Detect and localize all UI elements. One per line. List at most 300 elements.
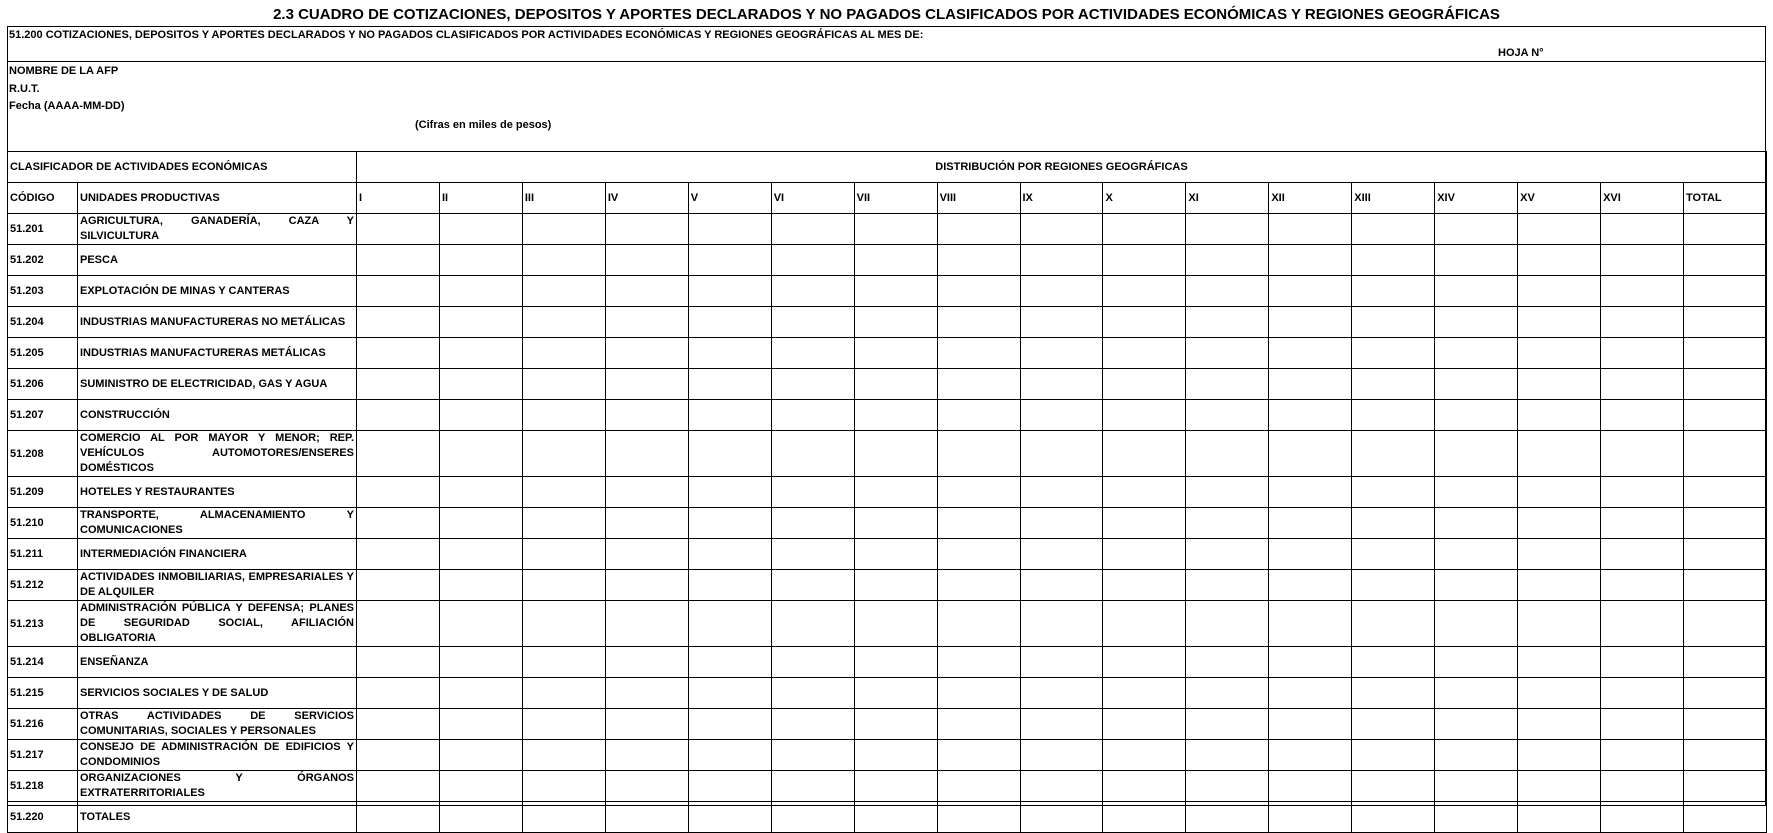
value-cell[interactable] <box>439 214 522 245</box>
value-cell[interactable] <box>771 709 854 740</box>
value-cell[interactable] <box>1435 740 1518 771</box>
value-cell[interactable] <box>605 369 688 400</box>
value-cell[interactable] <box>1269 709 1352 740</box>
value-cell[interactable] <box>1269 508 1352 539</box>
value-cell[interactable] <box>439 771 522 802</box>
value-cell[interactable] <box>937 477 1020 508</box>
value-cell[interactable] <box>1601 245 1684 276</box>
value-cell[interactable] <box>605 400 688 431</box>
value-cell[interactable] <box>1518 276 1601 307</box>
value-cell[interactable] <box>854 678 937 709</box>
value-cell[interactable] <box>1601 539 1684 570</box>
value-cell[interactable] <box>1435 431 1518 477</box>
value-cell[interactable] <box>1601 647 1684 678</box>
value-cell[interactable] <box>771 307 854 338</box>
value-cell[interactable] <box>937 400 1020 431</box>
value-cell[interactable] <box>1352 276 1435 307</box>
value-cell[interactable] <box>1435 477 1518 508</box>
value-cell[interactable] <box>1269 771 1352 802</box>
value-cell[interactable] <box>1020 338 1103 369</box>
value-cell[interactable] <box>357 276 440 307</box>
value-cell[interactable] <box>522 431 605 477</box>
value-cell[interactable] <box>1020 539 1103 570</box>
value-cell[interactable] <box>1269 431 1352 477</box>
value-cell[interactable] <box>357 647 440 678</box>
value-cell[interactable] <box>854 369 937 400</box>
value-cell[interactable] <box>1352 400 1435 431</box>
value-cell[interactable] <box>688 477 771 508</box>
value-cell[interactable] <box>605 601 688 647</box>
value-cell[interactable] <box>357 245 440 276</box>
value-cell[interactable] <box>1518 307 1601 338</box>
value-cell[interactable] <box>1518 214 1601 245</box>
value-cell[interactable] <box>522 539 605 570</box>
value-cell[interactable] <box>1435 214 1518 245</box>
value-cell[interactable] <box>1186 276 1269 307</box>
value-cell[interactable] <box>937 369 1020 400</box>
value-cell[interactable] <box>1684 601 1767 647</box>
value-cell[interactable] <box>1684 740 1767 771</box>
value-cell[interactable] <box>605 214 688 245</box>
value-cell[interactable] <box>605 508 688 539</box>
value-cell[interactable] <box>1186 678 1269 709</box>
value-cell[interactable] <box>937 307 1020 338</box>
value-cell[interactable] <box>439 307 522 338</box>
value-cell[interactable] <box>854 539 937 570</box>
value-cell[interactable] <box>1684 802 1767 833</box>
value-cell[interactable] <box>1601 802 1684 833</box>
value-cell[interactable] <box>1352 307 1435 338</box>
value-cell[interactable] <box>854 508 937 539</box>
value-cell[interactable] <box>1518 539 1601 570</box>
value-cell[interactable] <box>1435 369 1518 400</box>
value-cell[interactable] <box>439 276 522 307</box>
value-cell[interactable] <box>357 740 440 771</box>
value-cell[interactable] <box>357 214 440 245</box>
value-cell[interactable] <box>522 678 605 709</box>
value-cell[interactable] <box>1186 431 1269 477</box>
value-cell[interactable] <box>439 245 522 276</box>
value-cell[interactable] <box>1601 601 1684 647</box>
value-cell[interactable] <box>1684 245 1767 276</box>
value-cell[interactable] <box>1435 771 1518 802</box>
value-cell[interactable] <box>937 771 1020 802</box>
value-cell[interactable] <box>1518 570 1601 601</box>
value-cell[interactable] <box>605 276 688 307</box>
value-cell[interactable] <box>771 338 854 369</box>
value-cell[interactable] <box>1352 245 1435 276</box>
value-cell[interactable] <box>1684 214 1767 245</box>
value-cell[interactable] <box>1020 802 1103 833</box>
value-cell[interactable] <box>1601 338 1684 369</box>
value-cell[interactable] <box>1103 771 1186 802</box>
value-cell[interactable] <box>522 245 605 276</box>
value-cell[interactable] <box>1435 647 1518 678</box>
value-cell[interactable] <box>1518 678 1601 709</box>
value-cell[interactable] <box>1684 570 1767 601</box>
value-cell[interactable] <box>522 740 605 771</box>
value-cell[interactable] <box>1684 508 1767 539</box>
value-cell[interactable] <box>937 508 1020 539</box>
value-cell[interactable] <box>1435 709 1518 740</box>
value-cell[interactable] <box>688 740 771 771</box>
value-cell[interactable] <box>854 601 937 647</box>
value-cell[interactable] <box>1435 245 1518 276</box>
value-cell[interactable] <box>357 678 440 709</box>
value-cell[interactable] <box>522 276 605 307</box>
value-cell[interactable] <box>937 601 1020 647</box>
value-cell[interactable] <box>357 369 440 400</box>
value-cell[interactable] <box>1684 307 1767 338</box>
value-cell[interactable] <box>1103 709 1186 740</box>
value-cell[interactable] <box>1435 802 1518 833</box>
value-cell[interactable] <box>1684 338 1767 369</box>
value-cell[interactable] <box>1269 570 1352 601</box>
value-cell[interactable] <box>937 802 1020 833</box>
value-cell[interactable] <box>1601 307 1684 338</box>
value-cell[interactable] <box>1186 647 1269 678</box>
value-cell[interactable] <box>1518 508 1601 539</box>
value-cell[interactable] <box>1269 740 1352 771</box>
value-cell[interactable] <box>1684 369 1767 400</box>
value-cell[interactable] <box>854 214 937 245</box>
value-cell[interactable] <box>1518 771 1601 802</box>
value-cell[interactable] <box>1518 740 1601 771</box>
value-cell[interactable] <box>1352 570 1435 601</box>
value-cell[interactable] <box>1518 802 1601 833</box>
value-cell[interactable] <box>688 570 771 601</box>
value-cell[interactable] <box>1435 570 1518 601</box>
value-cell[interactable] <box>1103 802 1186 833</box>
value-cell[interactable] <box>937 245 1020 276</box>
value-cell[interactable] <box>1103 477 1186 508</box>
value-cell[interactable] <box>771 647 854 678</box>
value-cell[interactable] <box>854 338 937 369</box>
value-cell[interactable] <box>1684 276 1767 307</box>
value-cell[interactable] <box>357 802 440 833</box>
value-cell[interactable] <box>1601 740 1684 771</box>
value-cell[interactable] <box>937 431 1020 477</box>
value-cell[interactable] <box>1186 369 1269 400</box>
value-cell[interactable] <box>439 570 522 601</box>
value-cell[interactable] <box>1435 276 1518 307</box>
value-cell[interactable] <box>1352 214 1435 245</box>
value-cell[interactable] <box>854 709 937 740</box>
value-cell[interactable] <box>1186 508 1269 539</box>
value-cell[interactable] <box>1269 214 1352 245</box>
value-cell[interactable] <box>1518 338 1601 369</box>
value-cell[interactable] <box>1103 276 1186 307</box>
value-cell[interactable] <box>688 539 771 570</box>
value-cell[interactable] <box>1103 245 1186 276</box>
value-cell[interactable] <box>1518 431 1601 477</box>
value-cell[interactable] <box>439 539 522 570</box>
value-cell[interactable] <box>1269 369 1352 400</box>
value-cell[interactable] <box>1020 771 1103 802</box>
value-cell[interactable] <box>357 338 440 369</box>
value-cell[interactable] <box>1103 400 1186 431</box>
value-cell[interactable] <box>1186 400 1269 431</box>
value-cell[interactable] <box>1601 276 1684 307</box>
value-cell[interactable] <box>688 647 771 678</box>
value-cell[interactable] <box>771 245 854 276</box>
value-cell[interactable] <box>1518 400 1601 431</box>
value-cell[interactable] <box>439 740 522 771</box>
value-cell[interactable] <box>854 740 937 771</box>
value-cell[interactable] <box>854 400 937 431</box>
value-cell[interactable] <box>854 647 937 678</box>
value-cell[interactable] <box>522 369 605 400</box>
value-cell[interactable] <box>1103 539 1186 570</box>
value-cell[interactable] <box>1269 400 1352 431</box>
value-cell[interactable] <box>771 369 854 400</box>
value-cell[interactable] <box>357 477 440 508</box>
value-cell[interactable] <box>605 802 688 833</box>
value-cell[interactable] <box>1352 338 1435 369</box>
value-cell[interactable] <box>1601 570 1684 601</box>
value-cell[interactable] <box>522 802 605 833</box>
value-cell[interactable] <box>357 570 440 601</box>
value-cell[interactable] <box>1103 740 1186 771</box>
value-cell[interactable] <box>1269 539 1352 570</box>
value-cell[interactable] <box>854 570 937 601</box>
value-cell[interactable] <box>1186 570 1269 601</box>
value-cell[interactable] <box>1601 431 1684 477</box>
value-cell[interactable] <box>1020 276 1103 307</box>
value-cell[interactable] <box>1435 678 1518 709</box>
value-cell[interactable] <box>1269 276 1352 307</box>
value-cell[interactable] <box>1186 307 1269 338</box>
value-cell[interactable] <box>1684 678 1767 709</box>
value-cell[interactable] <box>771 214 854 245</box>
value-cell[interactable] <box>439 477 522 508</box>
value-cell[interactable] <box>771 477 854 508</box>
value-cell[interactable] <box>439 508 522 539</box>
value-cell[interactable] <box>1601 477 1684 508</box>
value-cell[interactable] <box>937 276 1020 307</box>
value-cell[interactable] <box>522 214 605 245</box>
value-cell[interactable] <box>1352 601 1435 647</box>
value-cell[interactable] <box>605 740 688 771</box>
value-cell[interactable] <box>522 307 605 338</box>
value-cell[interactable] <box>771 740 854 771</box>
value-cell[interactable] <box>771 539 854 570</box>
value-cell[interactable] <box>771 431 854 477</box>
value-cell[interactable] <box>1020 214 1103 245</box>
value-cell[interactable] <box>1020 740 1103 771</box>
value-cell[interactable] <box>1020 400 1103 431</box>
value-cell[interactable] <box>771 802 854 833</box>
value-cell[interactable] <box>605 307 688 338</box>
value-cell[interactable] <box>1352 802 1435 833</box>
value-cell[interactable] <box>439 647 522 678</box>
value-cell[interactable] <box>522 771 605 802</box>
value-cell[interactable] <box>1186 245 1269 276</box>
value-cell[interactable] <box>771 678 854 709</box>
value-cell[interactable] <box>688 508 771 539</box>
value-cell[interactable] <box>1103 647 1186 678</box>
value-cell[interactable] <box>357 508 440 539</box>
value-cell[interactable] <box>771 570 854 601</box>
value-cell[interactable] <box>1103 431 1186 477</box>
value-cell[interactable] <box>1103 508 1186 539</box>
value-cell[interactable] <box>1269 678 1352 709</box>
value-cell[interactable] <box>1020 307 1103 338</box>
value-cell[interactable] <box>1020 601 1103 647</box>
value-cell[interactable] <box>1020 508 1103 539</box>
value-cell[interactable] <box>1352 771 1435 802</box>
value-cell[interactable] <box>1684 647 1767 678</box>
value-cell[interactable] <box>1601 771 1684 802</box>
value-cell[interactable] <box>937 570 1020 601</box>
value-cell[interactable] <box>1684 477 1767 508</box>
value-cell[interactable] <box>439 400 522 431</box>
value-cell[interactable] <box>1352 709 1435 740</box>
value-cell[interactable] <box>1103 214 1186 245</box>
value-cell[interactable] <box>605 338 688 369</box>
value-cell[interactable] <box>439 338 522 369</box>
value-cell[interactable] <box>357 400 440 431</box>
value-cell[interactable] <box>605 477 688 508</box>
value-cell[interactable] <box>688 771 771 802</box>
value-cell[interactable] <box>688 802 771 833</box>
value-cell[interactable] <box>439 431 522 477</box>
value-cell[interactable] <box>688 709 771 740</box>
value-cell[interactable] <box>357 601 440 647</box>
value-cell[interactable] <box>439 601 522 647</box>
value-cell[interactable] <box>937 539 1020 570</box>
value-cell[interactable] <box>1601 400 1684 431</box>
value-cell[interactable] <box>1103 601 1186 647</box>
value-cell[interactable] <box>1435 508 1518 539</box>
value-cell[interactable] <box>688 214 771 245</box>
value-cell[interactable] <box>1435 400 1518 431</box>
value-cell[interactable] <box>1269 802 1352 833</box>
value-cell[interactable] <box>1186 709 1269 740</box>
value-cell[interactable] <box>854 771 937 802</box>
value-cell[interactable] <box>1601 709 1684 740</box>
value-cell[interactable] <box>1186 802 1269 833</box>
value-cell[interactable] <box>688 369 771 400</box>
value-cell[interactable] <box>1435 601 1518 647</box>
value-cell[interactable] <box>1352 539 1435 570</box>
value-cell[interactable] <box>439 678 522 709</box>
value-cell[interactable] <box>522 400 605 431</box>
value-cell[interactable] <box>605 678 688 709</box>
value-cell[interactable] <box>605 570 688 601</box>
value-cell[interactable] <box>771 400 854 431</box>
value-cell[interactable] <box>1269 477 1352 508</box>
value-cell[interactable] <box>1020 647 1103 678</box>
value-cell[interactable] <box>1103 369 1186 400</box>
value-cell[interactable] <box>688 400 771 431</box>
value-cell[interactable] <box>1518 647 1601 678</box>
value-cell[interactable] <box>1269 307 1352 338</box>
value-cell[interactable] <box>854 477 937 508</box>
value-cell[interactable] <box>1352 431 1435 477</box>
value-cell[interactable] <box>605 771 688 802</box>
value-cell[interactable] <box>1020 431 1103 477</box>
value-cell[interactable] <box>605 647 688 678</box>
value-cell[interactable] <box>937 647 1020 678</box>
value-cell[interactable] <box>937 338 1020 369</box>
value-cell[interactable] <box>937 214 1020 245</box>
value-cell[interactable] <box>357 307 440 338</box>
value-cell[interactable] <box>688 245 771 276</box>
value-cell[interactable] <box>1435 539 1518 570</box>
value-cell[interactable] <box>1020 570 1103 601</box>
value-cell[interactable] <box>1020 678 1103 709</box>
value-cell[interactable] <box>439 709 522 740</box>
value-cell[interactable] <box>1103 678 1186 709</box>
value-cell[interactable] <box>1352 740 1435 771</box>
value-cell[interactable] <box>1186 477 1269 508</box>
value-cell[interactable] <box>357 539 440 570</box>
value-cell[interactable] <box>937 678 1020 709</box>
value-cell[interactable] <box>688 276 771 307</box>
value-cell[interactable] <box>605 539 688 570</box>
value-cell[interactable] <box>854 802 937 833</box>
value-cell[interactable] <box>1020 245 1103 276</box>
value-cell[interactable] <box>1186 771 1269 802</box>
value-cell[interactable] <box>1518 369 1601 400</box>
value-cell[interactable] <box>1103 307 1186 338</box>
value-cell[interactable] <box>937 709 1020 740</box>
value-cell[interactable] <box>1186 338 1269 369</box>
value-cell[interactable] <box>1684 771 1767 802</box>
value-cell[interactable] <box>854 245 937 276</box>
value-cell[interactable] <box>1020 709 1103 740</box>
value-cell[interactable] <box>1020 477 1103 508</box>
value-cell[interactable] <box>688 307 771 338</box>
value-cell[interactable] <box>1186 601 1269 647</box>
value-cell[interactable] <box>854 307 937 338</box>
value-cell[interactable] <box>605 245 688 276</box>
value-cell[interactable] <box>1601 508 1684 539</box>
value-cell[interactable] <box>522 601 605 647</box>
value-cell[interactable] <box>1103 570 1186 601</box>
value-cell[interactable] <box>1684 431 1767 477</box>
value-cell[interactable] <box>1684 400 1767 431</box>
value-cell[interactable] <box>605 431 688 477</box>
value-cell[interactable] <box>1518 245 1601 276</box>
value-cell[interactable] <box>1518 601 1601 647</box>
value-cell[interactable] <box>1601 369 1684 400</box>
value-cell[interactable] <box>771 508 854 539</box>
value-cell[interactable] <box>357 771 440 802</box>
value-cell[interactable] <box>1186 539 1269 570</box>
value-cell[interactable] <box>854 431 937 477</box>
value-cell[interactable] <box>1186 214 1269 245</box>
value-cell[interactable] <box>771 771 854 802</box>
value-cell[interactable] <box>1352 678 1435 709</box>
value-cell[interactable] <box>771 276 854 307</box>
value-cell[interactable] <box>1601 214 1684 245</box>
value-cell[interactable] <box>522 338 605 369</box>
value-cell[interactable] <box>1352 369 1435 400</box>
value-cell[interactable] <box>854 276 937 307</box>
value-cell[interactable] <box>522 508 605 539</box>
value-cell[interactable] <box>439 369 522 400</box>
value-cell[interactable] <box>522 570 605 601</box>
value-cell[interactable] <box>1518 709 1601 740</box>
value-cell[interactable] <box>1601 678 1684 709</box>
value-cell[interactable] <box>1352 508 1435 539</box>
value-cell[interactable] <box>688 601 771 647</box>
value-cell[interactable] <box>1684 709 1767 740</box>
value-cell[interactable] <box>357 431 440 477</box>
value-cell[interactable] <box>1269 647 1352 678</box>
